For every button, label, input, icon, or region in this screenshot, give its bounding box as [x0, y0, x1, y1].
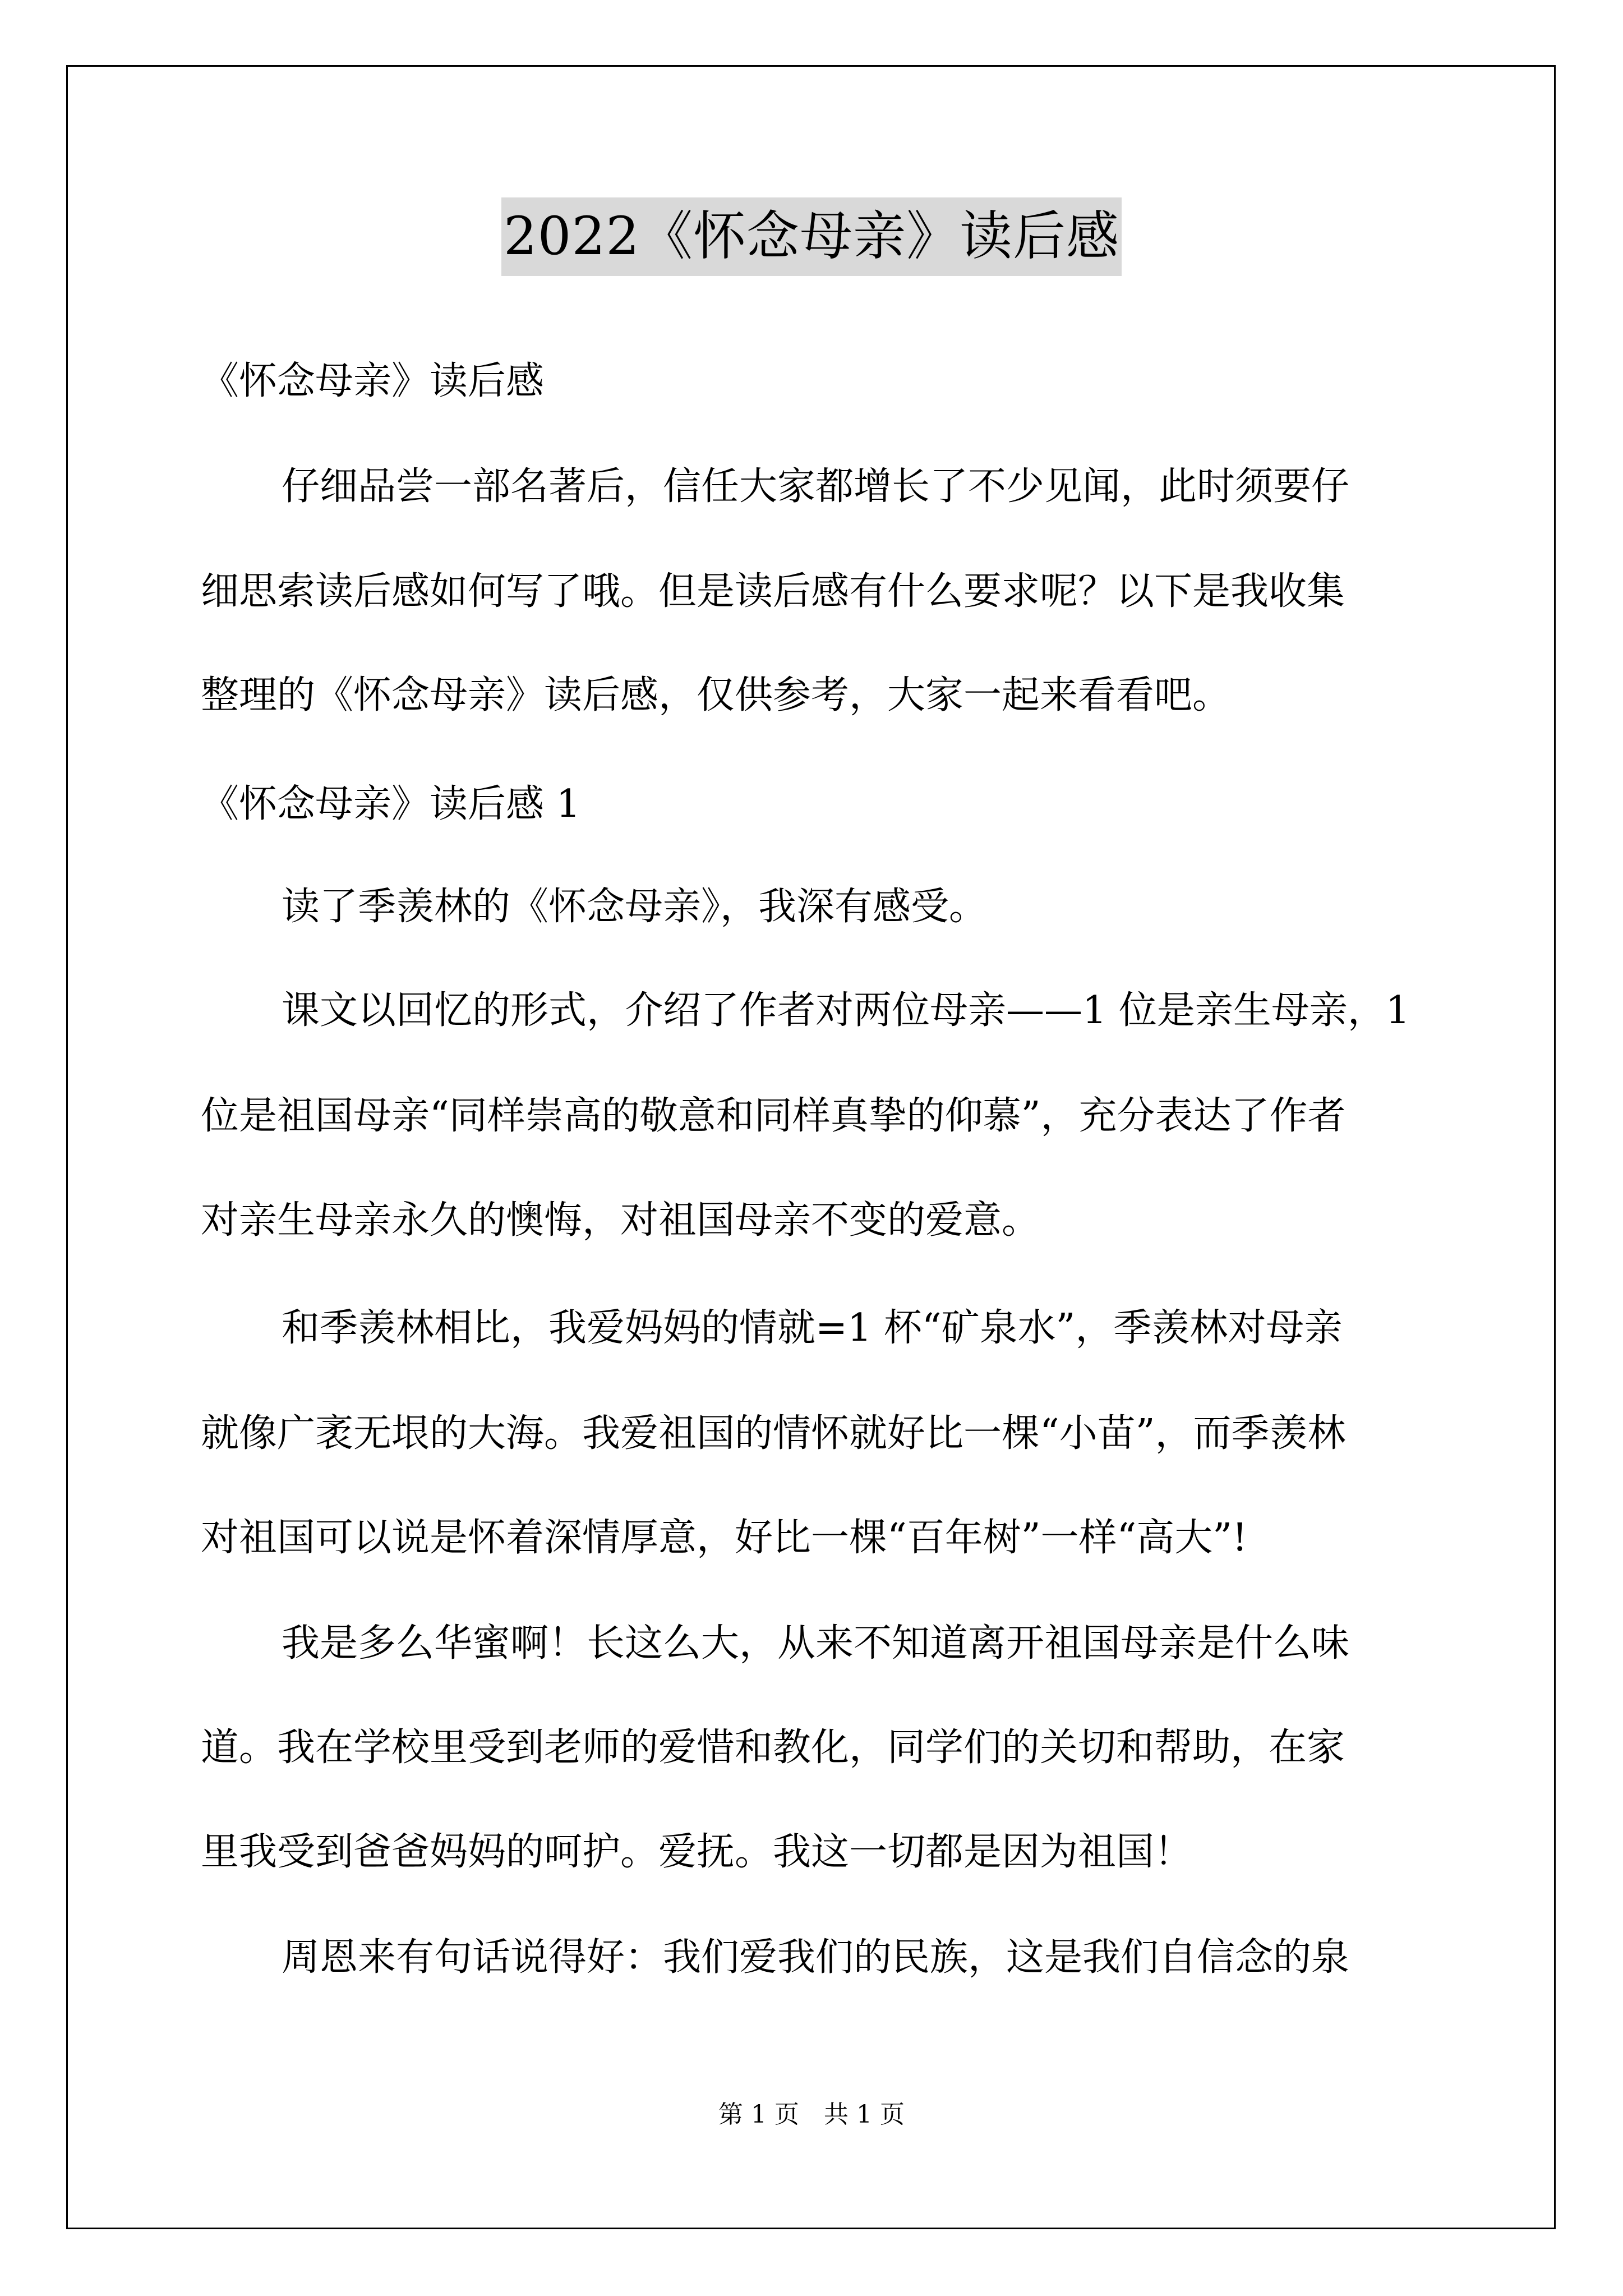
paragraph-line: 我是多么华蜜啊！长这么大，从来不知道离开祖国母亲是什么味	[282, 1621, 1350, 1665]
subtitle-heading: 《怀念母亲》读后感	[201, 359, 545, 403]
paragraph-line: 读了季羡林的《怀念母亲》，我深有感受。	[282, 885, 988, 929]
paragraph-line: 整理的《怀念母亲》读后感，仅供参考，大家一起来看看吧。	[201, 673, 1231, 717]
paragraph-line: 细思索读后感如何写了哦。但是读后感有什么要求呢？以下是我收集	[201, 569, 1345, 614]
paragraph-line: 就像广袤无垠的大海。我爱祖国的情怀就好比一棵“小苗”，而季羡林	[201, 1411, 1346, 1456]
title-container	[0, 197, 1623, 276]
page-footer: 第 1 页 共 1 页	[718, 2100, 905, 2129]
paragraph-line: 道。我在学校里受到老师的爱惜和教化，同学们的关切和帮助，在家	[201, 1726, 1345, 1770]
paragraph-line: 周恩来有句话说得好：我们爱我们的民族，这是我们自信念的泉	[282, 1935, 1350, 1980]
paragraph-line: 仔细品尝一部名著后，信任大家都增长了不少见闻，此时须要仔	[282, 464, 1350, 509]
paragraph-line: 对亲生母亲永久的懊悔，对祖国母亲不变的爱意。	[201, 1198, 1040, 1243]
section-heading: 《怀念母亲》读后感 1	[201, 782, 580, 826]
paragraph-line: 课文以回忆的形式，介绍了作者对两位母亲——1 位是亲生母亲，1	[282, 988, 1410, 1033]
paragraph-line: 和季羡林相比，我爱妈妈的情就=1 杯“矿泉水”，季羡林对母亲	[282, 1306, 1343, 1350]
paragraph-line: 位是祖国母亲“同样崇高的敬意和同样真挚的仰慕”，充分表达了作者	[201, 1094, 1346, 1138]
document-title: 2022《怀念母亲》读后感	[501, 197, 1122, 276]
paragraph-line: 里我受到爸爸妈妈的呵护。爱抚。我这一切都是因为祖国！	[201, 1830, 1193, 1874]
paragraph-line: 对祖国可以说是怀着深情厚意，好比一棵“百年树”一样“高大”!	[201, 1516, 1248, 1560]
